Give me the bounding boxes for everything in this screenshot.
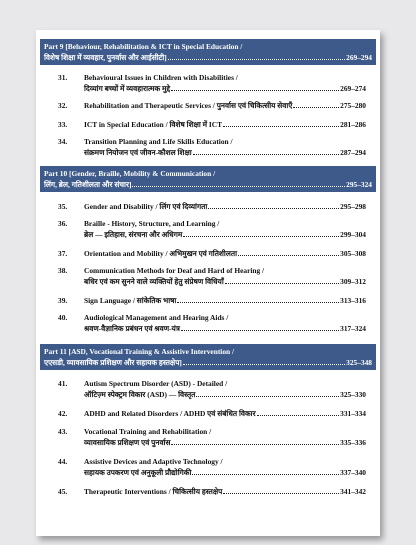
section-title: Part 11 [ASD, Vocational Training & Assistive Intervention / — [44, 347, 235, 356]
section-title: Part 9 [Behaviour, Rehabilitation & ICT in Special Education / — [44, 42, 243, 51]
entry-number: 42. — [58, 409, 68, 418]
toc-entry — [36, 456, 380, 478]
entry-number: 45. — [58, 487, 68, 496]
entry-title: Rehabilitation and Therapeutic Services / पुनर्वास एवं चिकित्सीय सेवाएँ — [84, 101, 293, 110]
entry-title: ICT in Special Education / विशेष शिक्षा में ICT — [84, 120, 223, 129]
entry-subtitle: बधिर एवं कम सुनने वाले व्यक्तियों हेतु संप्रेषण विधियाँ — [84, 277, 224, 286]
entry-title: Behavioural Issues in Children with Disabilities / — [84, 73, 238, 82]
entry-pages: 287–294 — [340, 148, 366, 157]
entry-subtitle: व्यावसायिक प्रशिक्षण एवं पुनर्वास — [84, 438, 171, 447]
entry-pages: 337–340 — [340, 468, 366, 477]
entry-number: 44. — [58, 457, 68, 466]
section-pages: 295–324 — [346, 180, 372, 189]
entry-pages: 317–324 — [340, 324, 366, 333]
entry-pages: 335–336 — [340, 438, 366, 447]
entry-number: 31. — [58, 73, 68, 82]
entry-subtitle: सहायक उपकरण एवं अनुकूली प्रौद्योगिकी — [84, 468, 192, 477]
toc-entry — [36, 201, 380, 212]
section-header — [40, 166, 376, 192]
entry-pages: 281–286 — [340, 120, 366, 129]
toc-section — [36, 344, 380, 370]
entry-title: Braille - History, Structure, and Learning / — [84, 219, 220, 228]
entry-pages: 309–312 — [340, 277, 366, 286]
entry-number: 37. — [58, 249, 68, 258]
toc-section — [36, 166, 380, 192]
entry-pages: 331–334 — [340, 409, 366, 418]
toc-entry — [36, 408, 380, 419]
entry-number: 36. — [58, 219, 68, 228]
entry-pages: 341–342 — [340, 487, 366, 496]
entry-pages: 325–330 — [340, 390, 366, 399]
section-title: Part 10 [Gender, Braille, Mobility & Communication / — [44, 169, 216, 178]
entry-number: 35. — [58, 202, 68, 211]
toc-entry — [36, 312, 380, 334]
toc-entry — [36, 295, 380, 306]
entry-number: 41. — [58, 379, 68, 388]
entry-title: Gender and Disability / लिंग एवं दिव्यांगता — [84, 202, 208, 211]
entry-pages: 305–308 — [340, 249, 366, 258]
section-pages: 269–294 — [346, 53, 372, 62]
entry-title: Sign Language / सांकेतिक भाषा — [84, 296, 177, 305]
entry-pages: 269–274 — [340, 84, 366, 93]
entry-pages: 299–304 — [340, 230, 366, 239]
entry-title: Assistive Devices and Adaptive Technology / — [84, 457, 223, 466]
entry-subtitle: संक्रमण नियोजन एवं जीवन-कौशल शिक्षा — [84, 148, 192, 157]
entry-title: ADHD and Related Disorders / ADHD एवं संबंधित विकार — [84, 409, 256, 418]
section-title-hindi: लिंग, ब्रेल, गतिशीलता और संचार] — [44, 180, 132, 189]
entry-subtitle: ऑटिज़्म स्पेक्ट्रम विकार (ASD) — विस्तृत — [84, 390, 196, 399]
entry-title: Transition Planning and Life Skills Education / — [84, 137, 233, 146]
entry-number: 40. — [58, 313, 68, 322]
toc-entry — [36, 136, 380, 158]
entry-number: 32. — [58, 101, 68, 110]
entry-pages: 295–298 — [340, 202, 366, 211]
toc-entry — [36, 119, 380, 130]
entry-pages: 313–316 — [340, 296, 366, 305]
section-title-hindi: विशेष शिक्षा में व्यवहार, पुनर्वास और आईसीटी] — [44, 53, 167, 62]
entry-subtitle: श्रवण-वैज्ञानिक प्रबंधन एवं श्रवण-यंत्र — [84, 324, 180, 333]
toc-entry — [36, 486, 380, 497]
toc-page — [36, 30, 380, 536]
entry-subtitle: ब्रेल — इतिहास, संरचना और अधिगम — [84, 230, 183, 239]
toc-section — [36, 39, 380, 65]
toc-entry — [36, 218, 380, 240]
toc-entry — [36, 265, 380, 287]
entry-pages: 275–280 — [340, 101, 366, 110]
entry-title: Autism Spectrum Disorder (ASD) - Detailed / — [84, 379, 228, 388]
entry-number: 39. — [58, 296, 68, 305]
entry-title: Therapeutic Interventions / चिकित्सीय हस्तक्षेप — [84, 487, 223, 496]
entry-title: Communication Methods for Deaf and Hard of Hearing / — [84, 266, 265, 275]
entry-number: 43. — [58, 427, 68, 436]
entry-title: Vocational Training and Rehabilitation / — [84, 427, 212, 436]
entry-number: 34. — [58, 137, 68, 146]
section-header — [40, 344, 376, 370]
entry-subtitle: दिव्यांग बच्चों में व्यवहारात्मक मुद्दे — [84, 84, 171, 93]
entry-title: Orientation and Mobility / अभिमुखन एवं गतिशीलता — [84, 249, 237, 258]
toc-entry — [36, 72, 380, 94]
section-pages: 325–348 — [346, 358, 372, 367]
toc-entry — [36, 248, 380, 259]
entry-title: Audiological Management and Hearing Aids / — [84, 313, 229, 322]
section-header — [40, 39, 376, 65]
section-title-hindi: एएसडी, व्यावसायिक प्रशिक्षण और सहायक हस्तक्षेप] — [44, 358, 182, 367]
entry-number: 38. — [58, 266, 68, 275]
toc-entry — [36, 100, 380, 111]
entry-number: 33. — [58, 120, 68, 129]
toc-entry — [36, 378, 380, 400]
toc-entry — [36, 426, 380, 448]
